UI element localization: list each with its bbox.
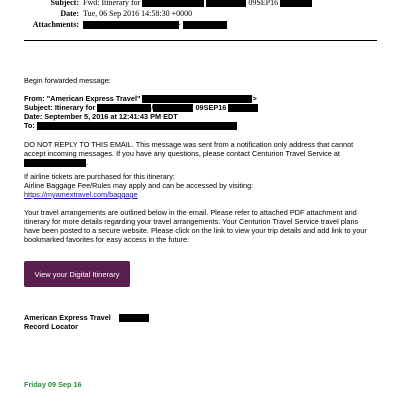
baggage-info (24, 172, 376, 199)
subject-slash: / (151, 103, 154, 113)
from-value: "American Express Travel" (46, 94, 141, 103)
baggage-line-1: If airline tickets are purchased for this itinerary: (24, 172, 175, 181)
notice-text: DO NOT REPLY TO THIS EMAIL. This message was sent from a notification only address that cannot accept incoming messages. If you have any questions, please contact Centurion Travel Service at (24, 140, 354, 158)
attachments-label: Attachments: (32, 20, 79, 29)
record-agency-row (24, 313, 149, 322)
email-date-row (0, 9, 192, 19)
redaction-block (37, 122, 237, 130)
record-agency: American Express Travel (24, 313, 111, 322)
attachment-redacted[interactable] (183, 21, 227, 29)
from-label: From: (24, 94, 45, 103)
view-digital-itinerary-button[interactable]: View your Digital Itinerary (24, 261, 130, 287)
redaction-block (142, 95, 252, 103)
subject-prefix: Itinerary for (54, 103, 96, 113)
date-label: Date: (60, 9, 79, 18)
date-value: Tue, 06 Sep 2016 14:58:30 +0000 (83, 9, 193, 18)
day-header: Friday 09 Sep 16 (24, 380, 82, 389)
subject-label: Subject: (50, 0, 79, 7)
record-locator-block (24, 313, 149, 331)
no-reply-notice (24, 140, 376, 167)
redaction-block (280, 0, 312, 7)
forwarded-subject-row (24, 103, 376, 112)
forwarded-to-row (24, 121, 376, 130)
forwarded-date-row (24, 112, 376, 121)
date-label: Date: (24, 112, 43, 122)
redaction-block (97, 103, 154, 113)
redaction-block (206, 0, 246, 7)
to-label: To: (24, 121, 35, 131)
subject-suffix: 09SEP16 (248, 0, 279, 7)
attachment-redacted[interactable] (83, 21, 179, 29)
redaction-block (228, 104, 258, 112)
redaction-block (119, 314, 149, 322)
email-attachments-row (0, 20, 227, 30)
email-subject-row (0, 0, 312, 8)
arrangements-text: Your travel arrangements are outlined below in the email. Please refer to attached PDF attachment and itinerary for more details regarding your travel arrangements. Your Centurion Travel Service travel plans have been posted to a secure website. Please click on the link to view your trip details and add link to your bookmarked favorites for easy access in the future: (24, 208, 367, 244)
from-close: > (252, 94, 257, 103)
forwarded-header (24, 94, 376, 130)
subject-suffix: 09SEP16 (195, 103, 227, 113)
subject-label: Subject: (24, 103, 53, 113)
baggage-line-2: Airline Baggage Fee/Rules may apply and can be accessed by visiting: (24, 181, 254, 190)
subject-prefix: Fwd: Itinerary for (83, 0, 141, 7)
forwarded-from-row (24, 94, 376, 103)
forward-intro: Begin forwarded message: (24, 76, 111, 85)
baggage-link[interactable]: https://myamextravel.com/baggage (24, 190, 138, 199)
attachment-separator: - (178, 20, 181, 29)
redaction-block (142, 0, 204, 7)
notice-end: . (86, 158, 89, 167)
record-locator-label: Record Locator (24, 322, 78, 332)
date-value: September 5, 2016 at 12:41:43 PM EDT (44, 112, 178, 122)
redaction-block (24, 158, 89, 167)
header-divider (24, 40, 377, 41)
redaction-block (153, 104, 193, 112)
